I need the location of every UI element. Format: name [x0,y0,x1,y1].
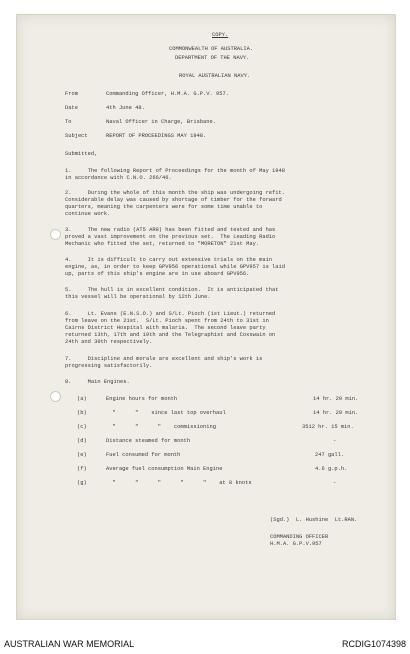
salutation: Submitted, [65,151,98,157]
to-label: To [65,119,72,125]
signature-vessel: H.M.A. G.P.V.957 [270,541,322,547]
signature-line: (Sgd.) L. Hushine Lt.RAN. [270,517,358,523]
paragraph-4-line: 4. It is difficult to carry out extensive trials on the main [65,257,273,263]
subject-label: Subject [65,133,88,139]
paragraph-2-line: quarters, meaning the carpenters were for some time unable to [65,204,263,210]
paragraph-4-line: up, parts of this ship's engine are in use aboard GPV956. [65,271,250,277]
header-department: DEPARTMENT OF THE NAVY. [175,55,250,61]
paragraph-5-line: this vessel will be operational by 12th June. [65,294,211,300]
engine-row-label: (e) [77,452,87,458]
archive-name: AUSTRALIAN WAR MEMORIAL [4,639,135,649]
paragraph-3-line: proved a vast improvement on the previous set. The Leading Radio [65,234,276,240]
engine-row-label: (c) [77,424,87,430]
engine-row-value: - [333,438,337,444]
paragraph-5-line: 5. The hull is in excellent condition. It is anticipated that [65,287,279,293]
paragraph-6-line: 24th and 30th respectively. [65,339,153,345]
paragraph-1-line: 1. The following Report of Proceedings for the month of May 1948 [65,168,285,174]
engine-row-label: (f) [77,466,87,472]
archive-reference: RCDIG1074398 [341,639,406,649]
copy-heading: COPY. [212,32,229,38]
paragraph-2-line: continue work. [65,211,111,217]
paragraph-2-line: 2. During the whole of this month the ship was undergoing refit. [65,190,285,196]
engine-row-desc: " " since last top overhaul [106,410,226,416]
from-value: Commanding Officer, H.M.A. G.P.V. 957. [106,91,229,97]
paragraph-6-line: from leave on the 21st. S/Lt. Pioch spent from 24th to 31st in [65,318,269,324]
engine-row-value: 14 hr. 20 min. [313,410,359,416]
paragraph-7-line: progressing satisfactorily. [65,363,153,369]
signature-title: COMMANDING OFFICER [270,534,329,540]
document-text [17,15,395,619]
engine-row-desc: Average fuel consumption Main Engine [106,466,223,472]
date-label: Date [65,105,78,111]
paragraph-6-line: 6. Lt. Evans (E.N.S.O.) and S/Lt. Pioch (1st Lieut.) returned [65,311,276,317]
engine-row-label: (d) [77,438,87,444]
paragraph-4-line: engine, as, in order to keep GPV956 operational while GPV957 is laid [65,264,285,270]
paragraph-3-line: 3. The new radio (AT5 AR8) has been fitted and tested and has [65,227,276,233]
engine-row-value: 14 hr. 20 min. [313,396,359,402]
engine-row-value: - [333,480,337,486]
engine-row-label: (g) [77,480,87,486]
engine-row-desc: Fuel consumed for month [106,452,181,458]
from-label: From [65,91,78,97]
date-value: 4th June 48. [106,105,145,111]
paragraph-1-line: in accordance with C.N.O. 266/46. [65,175,172,181]
engine-row-label: (b) [77,410,87,416]
main-engines-heading: 8. Main Engines. [65,379,130,385]
paragraph-2-line: Considerable delay was caused by shortage of timber for the forward [65,197,282,203]
subject-value: REPORT OF PROCEEDINGS MAY 1948. [106,133,207,139]
engine-row-label: (a) [77,396,87,402]
paragraph-6-line: returned 13th, 17th and 19th and the Telegraphist and Coxswain on [65,332,276,338]
header-navy: ROYAL AUSTRALIAN NAVY. [179,73,251,79]
paragraph-6-line: Cairns District Hospital with malaria. The second leave party [65,325,266,331]
engine-row-desc: Engine hours for month [106,396,178,402]
engine-row-value: 3512 hr. 15 min. [302,424,354,430]
document-page [16,14,396,620]
engine-row-desc: Distance steamed for month [106,438,191,444]
engine-row-value: 4.6 g.p.h. [315,466,348,472]
engine-row-value: 247 gall. [315,452,345,458]
paragraph-7-line: 7. Discipline and morale are excellent and ship's work is [65,356,263,362]
paragraph-3-line: Mechanic who fitted the set, returned to "MORETON" 21st May. [65,241,260,247]
archive-footer [0,636,410,654]
to-value: Naval Officer in Charge, Brisbane. [106,119,216,125]
engine-row-desc: " " " commissioning [106,424,216,430]
header-commonwealth: COMMONWEALTH OF AUSTRALIA. [169,46,254,52]
engine-row-desc: " " " " " at 8 knots [106,480,252,486]
